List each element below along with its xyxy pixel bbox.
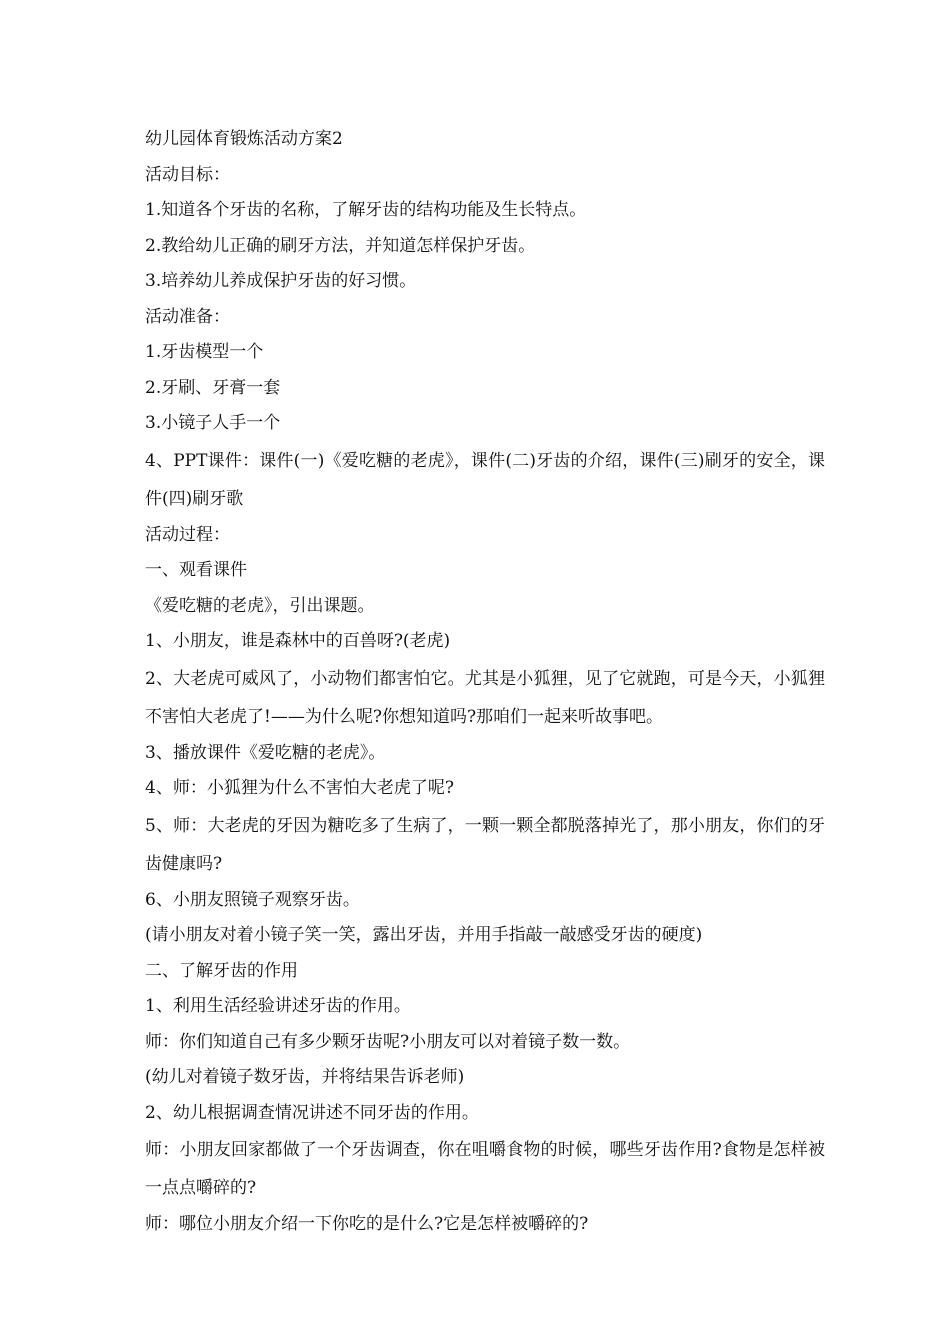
section-1-note: (请小朋友对着小镜子笑一笑，露出牙齿，并用手指敲一敲感受牙齿的硬度) xyxy=(145,925,703,945)
section-2-teacher-2: 师：小朋友回家都做了一个牙齿调查，你在咀嚼食物的时候，哪些牙齿作用?食物是怎样被一点点嚼碎的? xyxy=(145,1140,825,1198)
section-2-note-1: (幼儿对着镜子数牙齿，并将结果告诉老师) xyxy=(145,1067,465,1087)
section-1-item-4: 4、师：小狐狸为什么不害怕大老虎了呢? xyxy=(145,778,454,798)
section-2-teacher-1: 师：你们知道自己有多少颗牙齿呢?小朋友可以对着镜子数一数。 xyxy=(145,1031,631,1052)
document-body xyxy=(145,122,825,1243)
goal-item-2: 2.教给幼儿正确的刷牙方法，并知道怎样保护牙齿。 xyxy=(145,235,536,256)
prep-item-2: 2.牙刷、牙膏一套 xyxy=(145,377,281,398)
section-1-item-5: 5、师：大老虎的牙因为糖吃多了生病了，一颗一颗全都脱落掉光了，那小朋友，你们的牙齿健康吗? xyxy=(145,815,825,874)
section-1-intro: 《爱吃糖的老虎》，引出课题。 xyxy=(145,595,375,616)
section-1-item-1: 1、小朋友，谁是森林中的百兽呀?(老虎) xyxy=(145,631,451,651)
goal-item-1: 1.知道各个牙齿的名称，了解牙齿的结构功能及生长特点。 xyxy=(145,200,587,220)
prep-item-1: 1.牙齿模型一个 xyxy=(145,342,264,362)
goal-item-3: 3.培养幼儿养成保护牙齿的好习惯。 xyxy=(145,271,417,291)
process-heading: 活动过程： xyxy=(145,524,230,545)
goals-heading: 活动目标： xyxy=(145,164,230,185)
prep-item-3: 3.小镜子人手一个 xyxy=(145,413,281,433)
document-title: 幼儿园体育锻炼活动方案2 xyxy=(145,129,343,149)
section-heading-1: 一、观看课件 xyxy=(145,560,247,580)
section-2-teacher-3: 师：哪位小朋友介绍一下你吃的是什么?它是怎样被嚼碎的? xyxy=(145,1214,589,1234)
section-2-item-1: 1、利用生活经验讲述牙齿的作用。 xyxy=(145,996,411,1016)
section-1-item-3: 3、播放课件《爱吃糖的老虎》。 xyxy=(145,742,386,763)
section-heading-2: 二、了解牙齿的作用 xyxy=(145,960,298,981)
prep-item-4: 4、PPT课件：课件(一)《爱吃糖的老虎》，课件(二)牙齿的介绍，课件(三)刷牙的安全，课件(四)刷牙歌 xyxy=(145,450,825,509)
section-2-item-2: 2、幼儿根据调查情况讲述不同牙齿的作用。 xyxy=(145,1102,479,1123)
section-1-item-6: 6、小朋友照镜子观察牙齿。 xyxy=(145,889,360,910)
prep-heading: 活动准备： xyxy=(145,306,230,327)
section-1-item-2: 2、大老虎可威风了，小动物们都害怕它。尤其是小狐狸，见了它就跑，可是今天，小狐狸不害怕大老虎了!——为什么呢?你想知道吗?那咱们一起来听故事吧。 xyxy=(145,668,825,727)
